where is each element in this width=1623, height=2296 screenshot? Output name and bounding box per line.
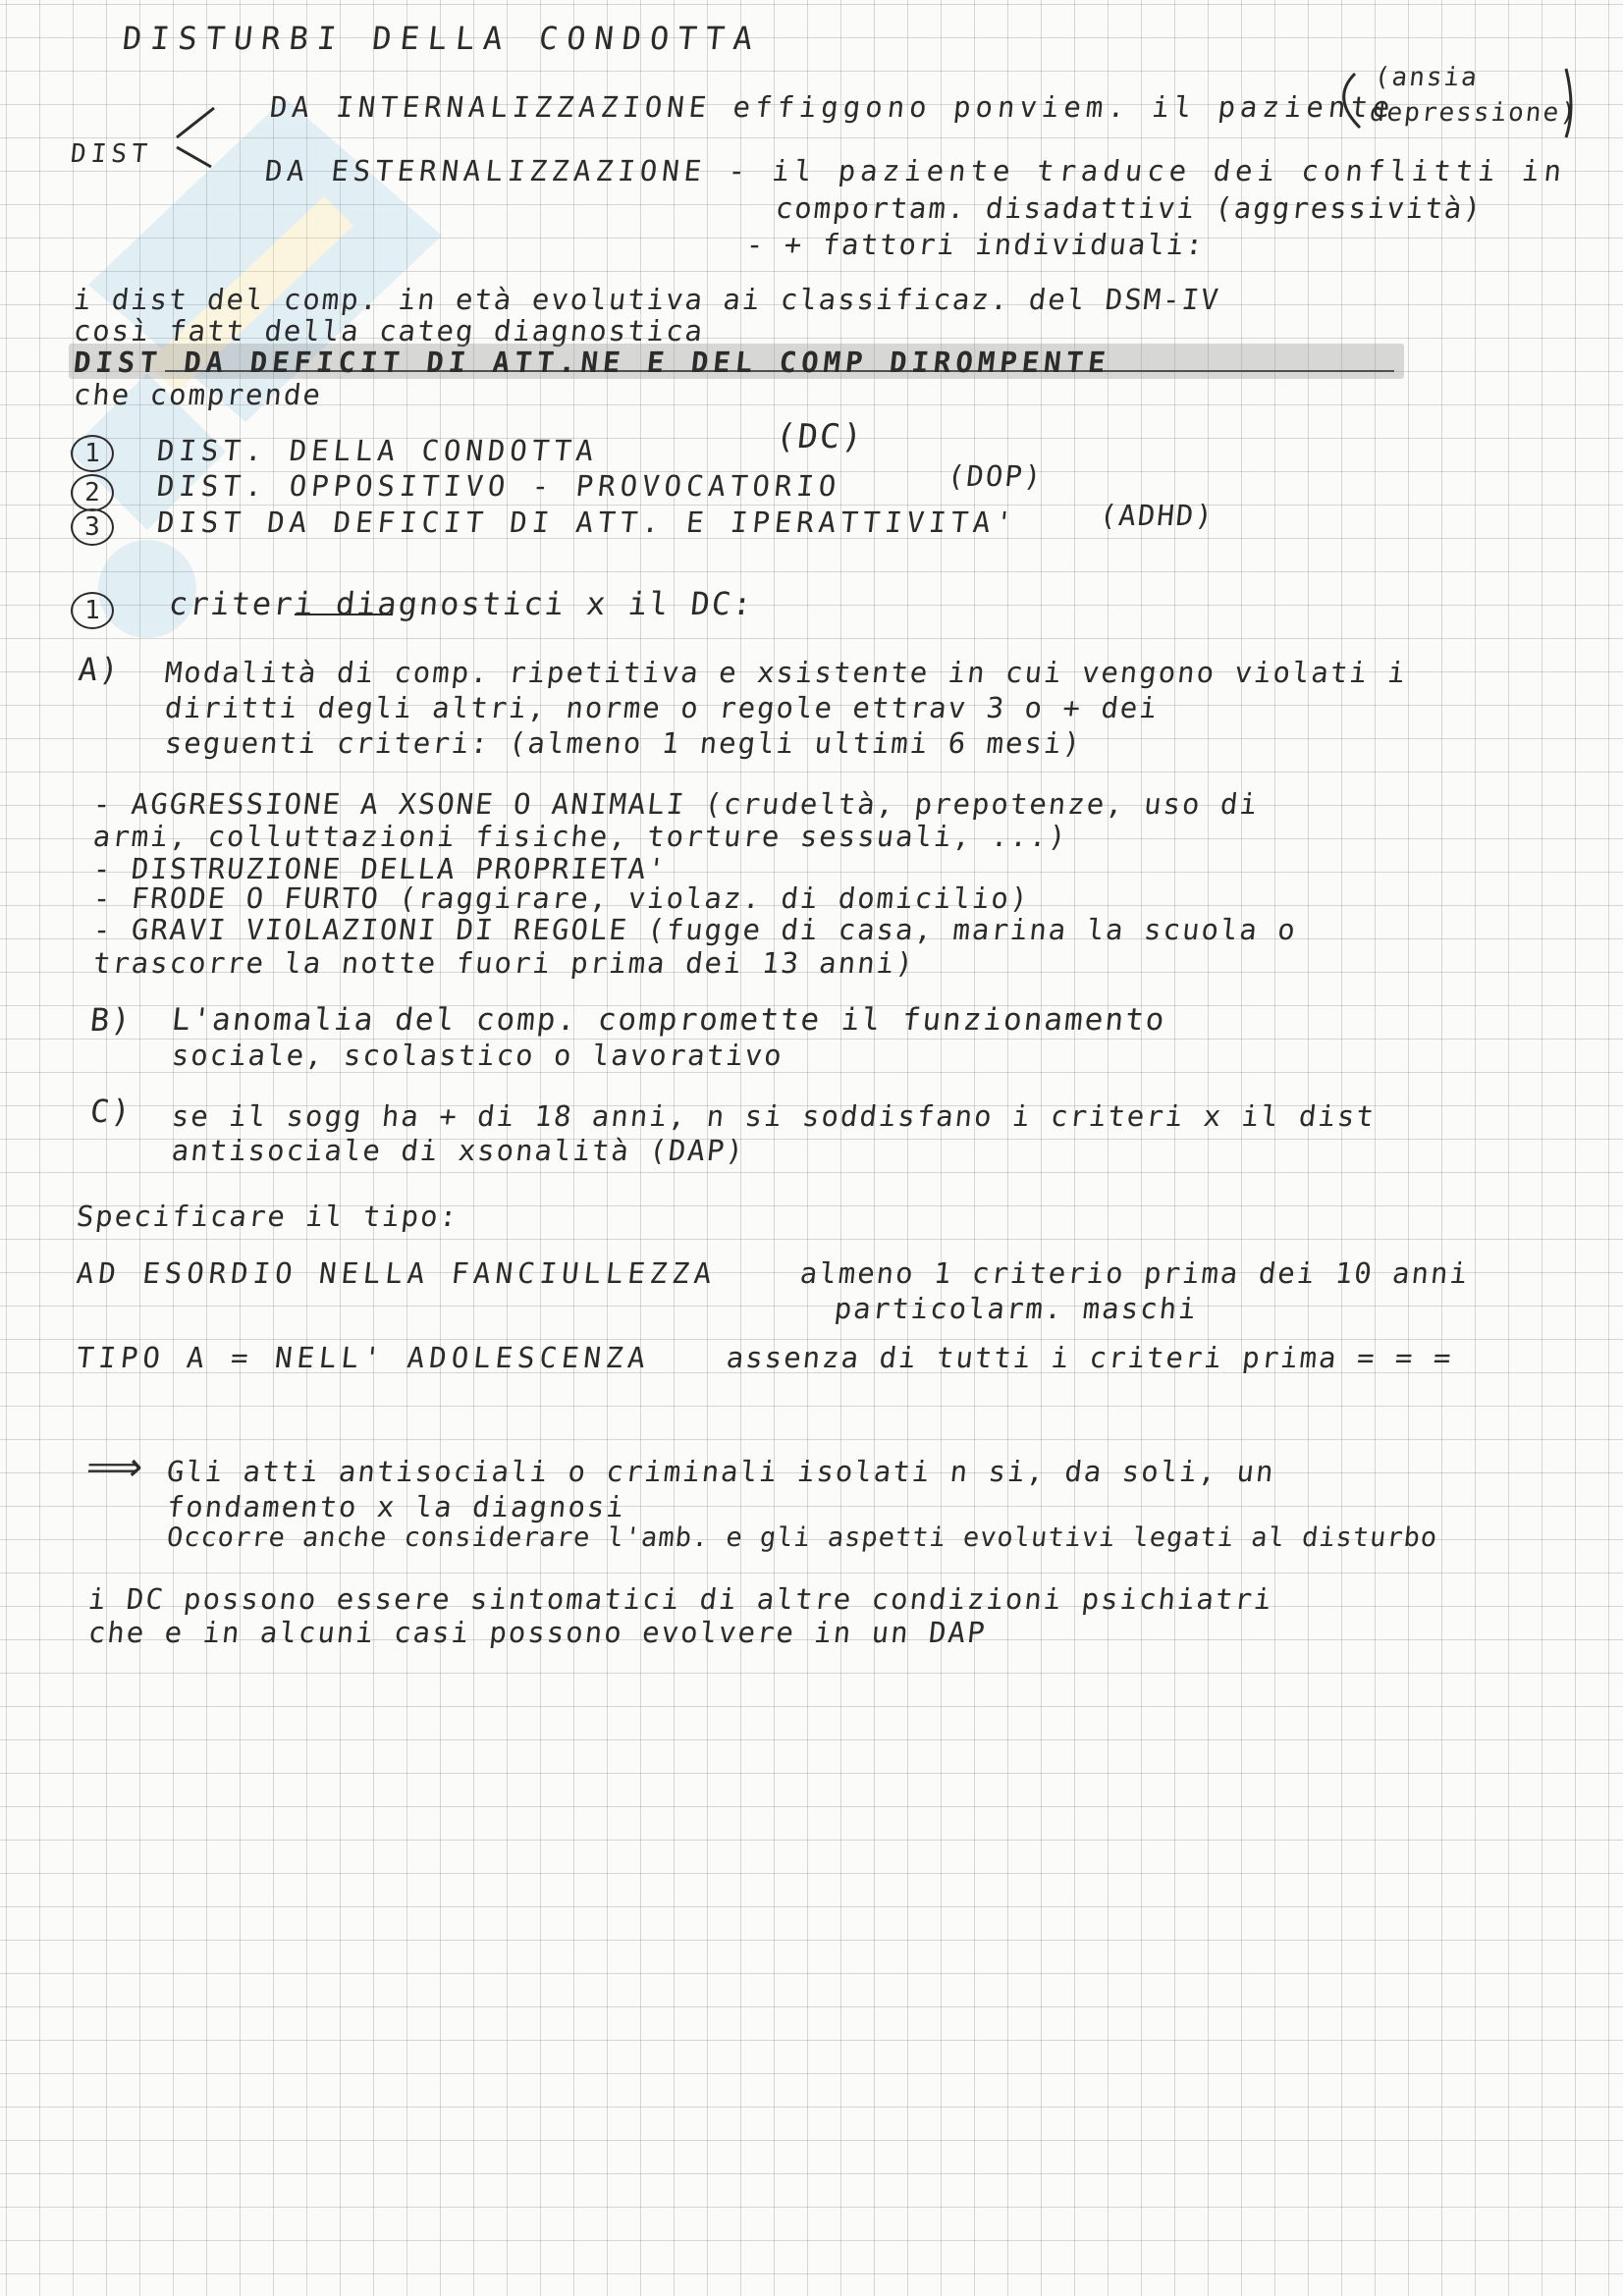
intro-line-4: che comprende [72,378,324,411]
list-item-3: DIST DA DEFICIT DI ATT. E IPERATTIVITA' [155,506,1019,539]
branch-externalization-line3: - + fattori individuali: [744,228,1207,261]
list-number-3: 3 [71,508,114,546]
criterion-b-line1: L'anomalia del comp. compromette il funzionamento [170,1002,1168,1038]
side-note-depression: depressione) [1368,98,1580,128]
conclusion-arrow: ⟹ [83,1445,147,1490]
bullet-violations: - GRAVI VIOLAZIONI DI REGOLE (fugge di casa, marina la scuola o [91,913,1299,946]
bullet-aggression-cont: armi, colluttazioni fisiche, torture sessuali, ...) [91,820,1070,853]
list-item-1-abbr: (DC) [773,417,866,456]
branch-internalization: DA INTERNALIZZAZIONE effiggono ponviem. il paziente [268,90,1397,124]
onset-adolescence-criterion: assenza di tutti i criteri prima = = = [725,1341,1455,1374]
intro-line-1: i dist del comp. in età evolutiva ai classificaz. del DSM-IV [72,283,1222,316]
criterion-a-line3: seguenti criteri: (almeno 1 negli ultimi 6 mesi) [163,726,1084,760]
criterion-b-label: B) [88,1001,135,1039]
intro-line-2: così fatt della categ diagnostica [72,314,706,347]
criterion-a-label: A) [77,651,123,688]
onset-adolescence: TIPO A = NELL' ADOLESCENZA [75,1341,652,1374]
onset-childhood: AD ESORDIO NELLA FANCIULLEZZA [75,1256,719,1290]
branch-externalization: DA ESTERNALIZZAZIONE - il paziente traduce dei conflitti in [263,154,1568,187]
intro-category: DIST DA DEFICIT DI ATT.NE E DEL COMP DIROMPENTE [72,346,1112,379]
list-item-1: DIST. DELLA CONDOTTA [155,434,600,467]
conclusion-line3: Occorre anche considerare l'amb. e gli aspetti evolutivi legati al disturbo [165,1522,1439,1553]
branch-externalization-line2: comportam. disadattivi (aggressività) [774,191,1485,225]
list-item-3-abbr: (ADHD) [1098,499,1217,532]
conclusion-line2: fondamento x la diagnosi [165,1490,627,1523]
onset-childhood-note: particolarm. maschi [833,1292,1200,1325]
bullet-violations-cont: trascorre la notte fuori prima dei 13 anni) [91,946,917,980]
criterion-c-label: C) [88,1093,135,1130]
bullet-destruction: - DISTRUZIONE DELLA PROPRIETA' [91,852,669,885]
criterion-b-line2: sociale, scolastico o lavorativo [170,1039,785,1072]
criteria-number: 1 [71,592,114,629]
conclusion-line1: Gli atti antisociali o criminali isolati n si, da soli, un [165,1455,1277,1488]
list-number-2: 2 [71,474,114,511]
list-item-2-abbr: (DOP) [946,459,1046,493]
list-item-2: DIST. OPPOSITIVO - PROVOCATORIO [155,469,843,503]
onset-childhood-criterion: almeno 1 criterio prima dei 10 anni [798,1256,1471,1290]
specify-type: Specificare il tipo: [75,1200,460,1233]
criterion-a-line2: diritti degli altri, norme o regole ettrav 3 o + dei [163,691,1161,724]
page-title: DISTURBI DELLA CONDOTTA [121,20,764,57]
list-number-1: 1 [71,435,114,472]
bullet-fraud: - FRODE O FURTO (raggirare, violaz. di domicilio) [91,881,1032,915]
side-note-anxiety: (ansia [1373,63,1481,92]
final-line2: che e in alcuni casi possono evolvere in un DAP [86,1616,989,1649]
criterion-c-line1: se il sogg ha + di 18 anni, n si soddisfano i criteri x il dist [170,1099,1378,1133]
final-line1: i DC possono essere sintomatici di altre condizioni psichiatri [86,1582,1275,1616]
criterion-c-line2: antisociale di xsonalità (DAP) [170,1134,747,1167]
criteria-heading: criteri diagnostici x il DC: [167,585,756,622]
criterion-a-line1: Modalità di comp. ripetitiva e xsistente in cui vengono violati i [163,656,1409,689]
bullet-aggression: - AGGRESSIONE A XSONE O ANIMALI (crudeltà, prepotenze, uso di [91,787,1261,821]
dist-label: DIST [69,139,154,169]
